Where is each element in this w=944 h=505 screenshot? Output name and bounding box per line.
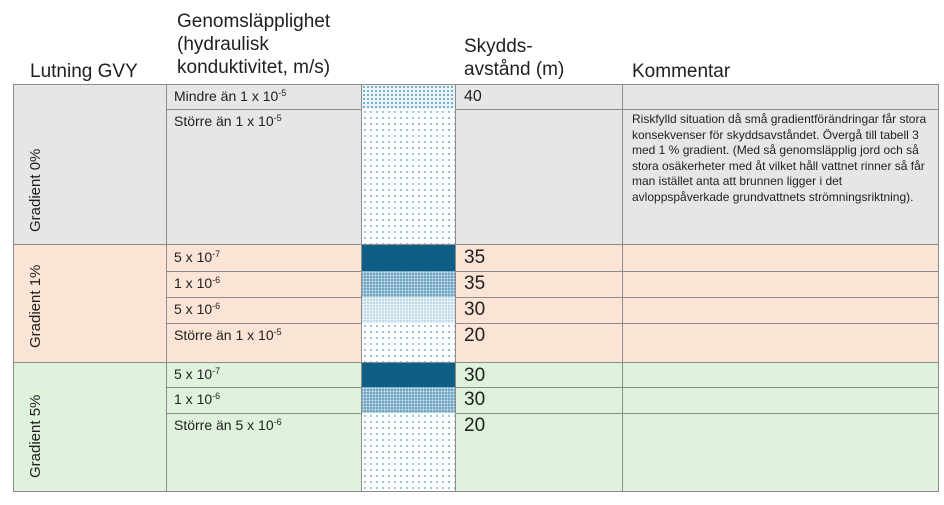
column-divider — [361, 84, 362, 492]
pattern-swatch-sparse — [362, 109, 455, 244]
row-divider — [166, 271, 361, 272]
row-divider — [455, 323, 939, 324]
row-divider — [455, 271, 939, 272]
distance-value: 35 — [464, 247, 486, 268]
column-divider — [622, 84, 623, 492]
header-skyddsavstand — [464, 35, 614, 81]
conductivity-value: Mindre än 1 x $10^{-5}$ — [174, 88, 287, 104]
conductivity-value: 5 x $10^{-7}$ — [174, 366, 221, 382]
pattern-swatch-solid — [362, 245, 455, 271]
distance-value: 30 — [464, 389, 486, 410]
header-genom-line: Genomsläpplighet — [177, 11, 331, 32]
header-genom-line: konduktivitet, m/s) — [177, 57, 331, 78]
distance-value: 40 — [464, 88, 482, 105]
row-divider — [166, 297, 361, 298]
conductivity-value: 1 x $10^{-6}$ — [174, 275, 221, 291]
pattern-swatch-sparse — [362, 413, 455, 491]
distance-value: 30 — [464, 365, 486, 386]
conductivity-value: Större än 1 x $10^{-5}$ — [174, 327, 282, 343]
pattern-swatch-light — [362, 297, 455, 323]
header-lutning: Lutning GVY — [30, 61, 138, 82]
pattern-swatch-dense — [362, 85, 455, 109]
row-divider — [166, 109, 361, 110]
row-divider — [455, 109, 939, 110]
pattern-swatch-solid — [362, 363, 455, 387]
conductivity-value: 1 x $10^{-6}$ — [174, 391, 221, 407]
row-divider — [455, 387, 939, 388]
conductivity-value: 5 x $10^{-6}$ — [174, 301, 221, 317]
conductivity-value: Större än 5 x $10^{-6}$ — [174, 417, 282, 433]
column-divider — [166, 84, 167, 492]
row-divider — [455, 413, 939, 414]
row-divider — [166, 413, 361, 414]
pattern-swatch-medium — [362, 387, 455, 413]
header-kommentar: Kommentar — [632, 61, 731, 82]
header-skydd-line: avstånd (m) — [464, 59, 565, 80]
row-divider — [166, 323, 361, 324]
column-divider — [455, 84, 456, 492]
gradient-label: Gradient 1% — [27, 264, 44, 348]
row-divider — [455, 297, 939, 298]
gradient-label: Gradient 0% — [27, 148, 44, 232]
pattern-swatch-sparse — [362, 323, 455, 362]
distance-value: 20 — [464, 325, 486, 346]
comment-text: Riskfylld situation då små gradientförändringar får stora konsekvenser för skyddsavståndet. Övergå till tabell 3 med 1 % gradient. (Med så genomsläpplig jord och så stora osäkerheter med åt vilket håll vattnet rinner så får man istället anta att brunnen ligger i det avloppspåverkade grundvattnets strömningsriktning). — [632, 112, 927, 204]
header-skydd-line: Skydds- — [464, 36, 533, 57]
header-genom-line: (hydraulisk — [177, 34, 269, 55]
header-genomslapplighet — [177, 10, 367, 79]
distance-value: 30 — [464, 299, 486, 320]
conductivity-value: 5 x $10^{-7}$ — [174, 249, 221, 265]
distance-value: 20 — [464, 415, 486, 436]
row-divider — [166, 387, 361, 388]
pattern-swatch-medium — [362, 271, 455, 297]
conductivity-value: Större än 1 x $10^{-5}$ — [174, 113, 282, 129]
distance-value: 35 — [464, 273, 486, 294]
gradient-label: Gradient 5% — [27, 394, 44, 478]
